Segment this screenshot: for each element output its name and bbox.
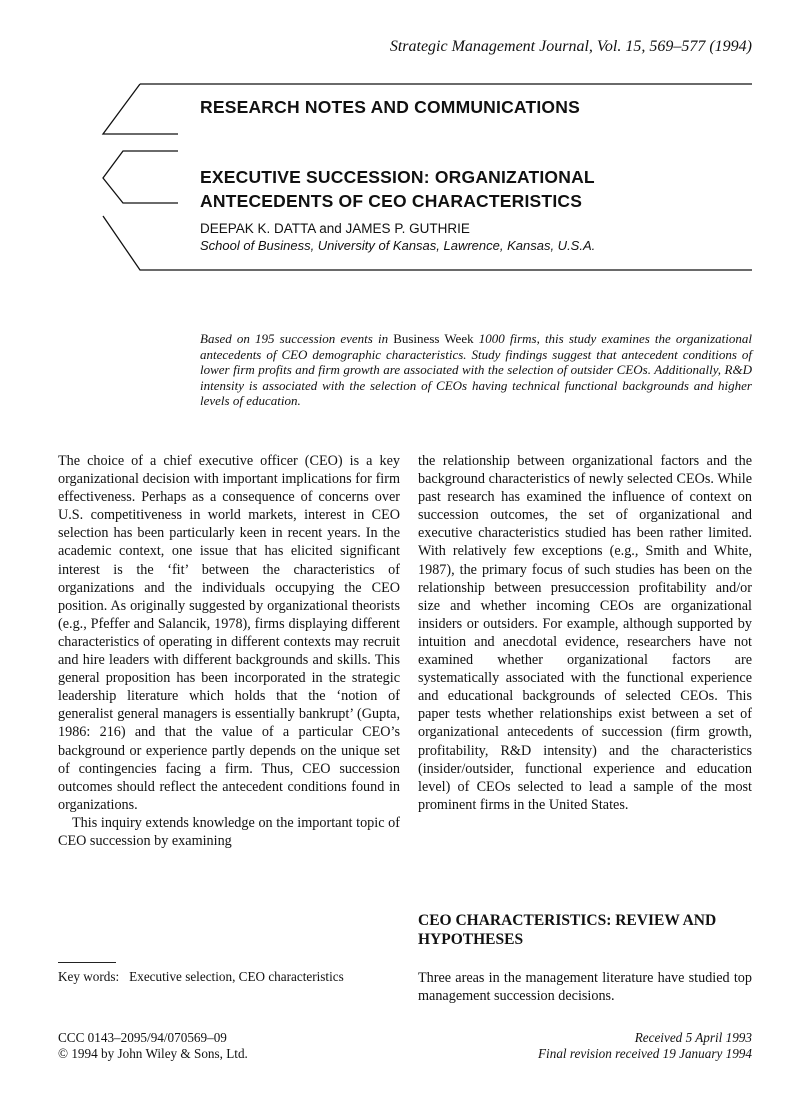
bracket-2 xyxy=(103,151,178,203)
abstract xyxy=(200,331,752,409)
authors: DEEPAK K. DATTA and JAMES P. GUTHRIE xyxy=(200,221,470,236)
journal-header: Strategic Management Journal, Vol. 15, 569–577 (1994) xyxy=(389,38,752,55)
dates-block xyxy=(538,1030,752,1062)
paragraph: This inquiry extends knowledge on the important topic of CEO succession by examining xyxy=(58,814,400,849)
section-heading: RESEARCH NOTES AND COMMUNICATIONS xyxy=(200,97,580,117)
copyright-block xyxy=(58,1030,248,1062)
bracket-1 xyxy=(103,84,178,134)
paragraph: the relationship between organizational factors and the background characteristics of newly selected CEOs. While past research has examined the influence of context on succession outcomes, the set of organizational and executive characteristics studied has been rather limited. With relatively few exceptions (e.g., Smith and White, 1987), the primary focus of such studies has been on the relationship between presuccession profitability and/or size and whether incoming CEOs are organizational insiders or outsiders. For example, although supported by intuition and anecdotal evidence, researchers have not examined whether organizational factors are systematically associated with the functional experience and educational backgrounds of selected CEOs. This paper tests whether relationships exist between a set of organizational antecedents of succession (firm growth, profitability, R&D intensity) and the characteristics (insider/outsider, functional experience and education level) of CEOs selected to lead a sample of the most prominent firms in the United States. xyxy=(418,453,752,813)
section-2-text xyxy=(418,969,752,1005)
body-column-right xyxy=(418,452,752,814)
revision-date: Final revision received 19 January 1994 xyxy=(538,1046,752,1061)
abstract-part-2: 1000 firms, this study examines the organizational antecedents of CEO demographic characteristics. Study findings suggest that antecedent conditions of lower firm profits and firm growth are associated with the selection of outsider CEOs. Additionally, R&D intensity is associated with the selection of CEOs having technical functional backgrounds and higher levels of education. xyxy=(200,331,752,408)
paragraph: The choice of a chief executive officer (CEO) is a key organizational decision with important implications for firm effectiveness. Perhaps as a consequence of concerns over U.S. competitiveness in world markets, interest in CEO selection has been particularly keen in recent years. In the academic context, one issue that has elicited significant interest is the ‘fit’ between the characteristics of organizations and the individuals occupying the CEO position. As originally suggested by organizational theorists (e.g., Pfeffer and Salancik, 1978), firms displaying different characteristics of operating in different contexts may recruit and hire leaders with different backgrounds and skills. This general proposition has been incorporated in the strategic leadership literature which holds that the ‘notion of generalist general managers is essentially bankrupt’ (Gupta, 1986: 216) and that the value of a particular CEO’s background or experience partly depends on the unique set of contingencies facing a firm. Thus, CEO succession outcomes should reflect the antecedent conditions found in organizations. xyxy=(58,453,400,813)
article-title xyxy=(200,165,760,213)
body-column-left xyxy=(58,452,400,850)
paragraph: Three areas in the management literature have studied top management succession decisions. xyxy=(418,970,752,1005)
section-2-title: CEO CHARACTERISTICS: REVIEW AND HYPOTHESES xyxy=(418,912,717,948)
abstract-roman: Business Week xyxy=(393,331,474,346)
title-line-1: EXECUTIVE SUCCESSION: ORGANIZATIONAL xyxy=(200,167,595,187)
abstract-part-1: Based on 195 succession events in xyxy=(200,331,394,346)
keywords xyxy=(58,969,344,985)
copyright: © 1994 by John Wiley & Sons, Ltd. xyxy=(58,1046,248,1061)
keywords-text: Executive selection, CEO characteristics xyxy=(129,969,344,984)
ccc-code: CCC 0143–2095/94/070569–09 xyxy=(58,1030,227,1045)
title-line-2: ANTECEDENTS OF CEO CHARACTERISTICS xyxy=(200,191,583,211)
received-date: Received 5 April 1993 xyxy=(634,1030,752,1045)
footnote-rule xyxy=(58,962,116,963)
affiliation: School of Business, University of Kansas, Lawrence, Kansas, U.S.A. xyxy=(200,238,596,253)
keywords-label: Key words: xyxy=(58,969,120,984)
